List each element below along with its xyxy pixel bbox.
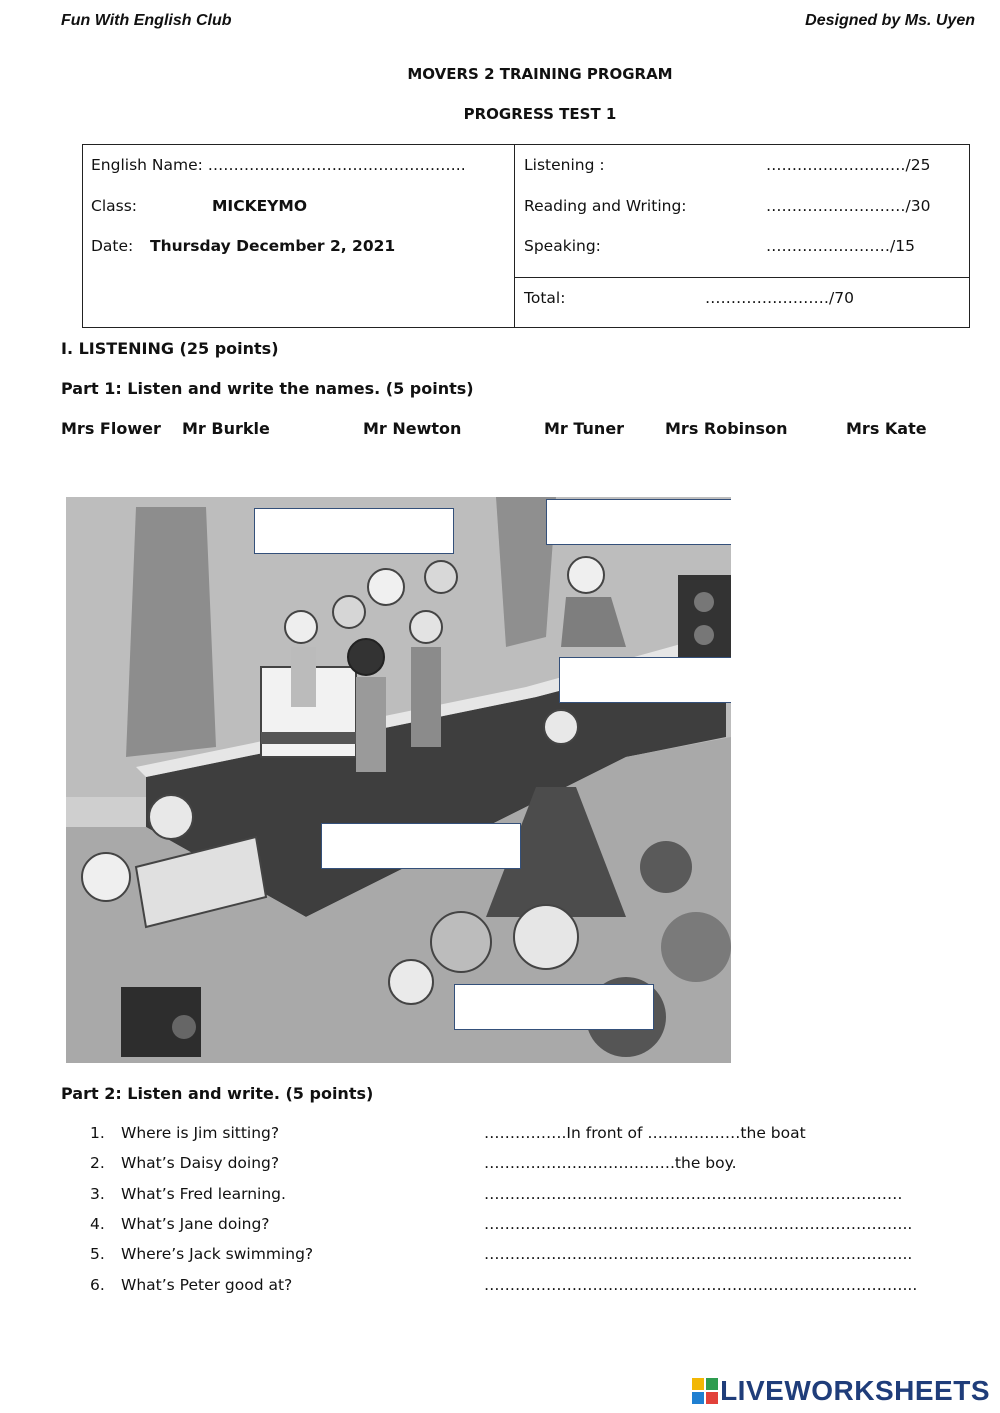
answer-line[interactable]: ……………………………………………………………………… — [484, 1185, 903, 1203]
answer-line[interactable]: …………….In front of ………………the boat — [484, 1124, 806, 1142]
question-text: What’s Jane doing? — [121, 1215, 270, 1233]
question-number: 6. — [90, 1276, 105, 1294]
question-text: What’s Fred learning. — [121, 1185, 286, 1203]
name-option: Mr Burkle — [182, 419, 270, 438]
name-option: Mrs Kate — [846, 419, 927, 438]
program-title: MOVERS 2 TRAINING PROGRAM — [407, 65, 673, 83]
date-label: Date: — [91, 237, 134, 255]
question-text: Where’s Jack swimming? — [121, 1245, 314, 1263]
club-name: Fun With English Club — [61, 12, 232, 29]
answer-line[interactable]: ………………………………………………………………………... — [484, 1276, 918, 1294]
name-option: Mr Tuner — [544, 419, 625, 438]
concert-scene-drawing — [66, 497, 731, 1063]
class-value: MICKEYMO — [212, 197, 307, 215]
reading-writing-score-blank[interactable]: ………………………/30 — [766, 197, 931, 215]
liveworksheets-logo-icon — [692, 1378, 718, 1404]
listening-score-label: Listening : — [524, 156, 605, 174]
name-answer-box[interactable] — [559, 657, 731, 703]
total-score-blank[interactable]: ……………………/70 — [705, 289, 854, 307]
answer-line[interactable]: ……………………………………………………………………….. — [484, 1215, 913, 1233]
concert-illustration — [66, 497, 731, 1063]
question-number: 1. — [90, 1124, 105, 1142]
class-label: Class: — [91, 197, 138, 215]
listening-section-heading: I. LISTENING (25 points) — [61, 339, 279, 358]
name-answer-box[interactable] — [454, 984, 654, 1030]
name-option: Mr Newton — [363, 419, 462, 438]
english-name-blank[interactable]: ………………………………………….. — [207, 156, 466, 174]
name-answer-box[interactable] — [321, 823, 521, 869]
part1-heading: Part 1: Listen and write the names. (5 points) — [61, 379, 474, 398]
answer-line[interactable]: ……………………………………………………………………….. — [484, 1245, 913, 1263]
question-number: 3. — [90, 1185, 105, 1203]
date-value: Thursday December 2, 2021 — [150, 237, 396, 255]
question-text: Where is Jim sitting? — [121, 1124, 280, 1142]
table-divider — [514, 144, 515, 328]
english-name-label: English Name: — [91, 156, 203, 174]
name-option: Mrs Flower — [61, 419, 161, 438]
listening-score-blank[interactable]: ………………………/25 — [766, 156, 931, 174]
name-list — [0, 419, 1000, 443]
question-text: What’s Daisy doing? — [121, 1154, 280, 1172]
question-number: 4. — [90, 1215, 105, 1233]
speaking-score-label: Speaking: — [524, 237, 601, 255]
test-title: PROGRESS TEST 1 — [463, 105, 617, 123]
total-score-label: Total: — [524, 289, 566, 307]
reading-writing-score-label: Reading and Writing: — [524, 197, 687, 215]
name-answer-box[interactable] — [546, 499, 731, 545]
question-number: 5. — [90, 1245, 105, 1263]
name-option: Mrs Robinson — [665, 419, 788, 438]
part2-heading: Part 2: Listen and write. (5 points) — [61, 1084, 374, 1103]
name-answer-box[interactable] — [254, 508, 454, 554]
liveworksheets-logo-text: LIVEWORKSHEETS — [720, 1375, 990, 1406]
answer-line[interactable]: ……………………………….the boy. — [484, 1154, 737, 1172]
table-divider — [514, 277, 970, 278]
english-name-field — [91, 156, 466, 174]
speaking-score-blank[interactable]: ……………………/15 — [766, 237, 915, 255]
designer-credit: Designed by Ms. Uyen — [805, 12, 975, 29]
question-list — [0, 1124, 1000, 1314]
question-text: What’s Peter good at? — [121, 1276, 293, 1294]
question-number: 2. — [90, 1154, 105, 1172]
liveworksheets-logo — [692, 1376, 990, 1406]
